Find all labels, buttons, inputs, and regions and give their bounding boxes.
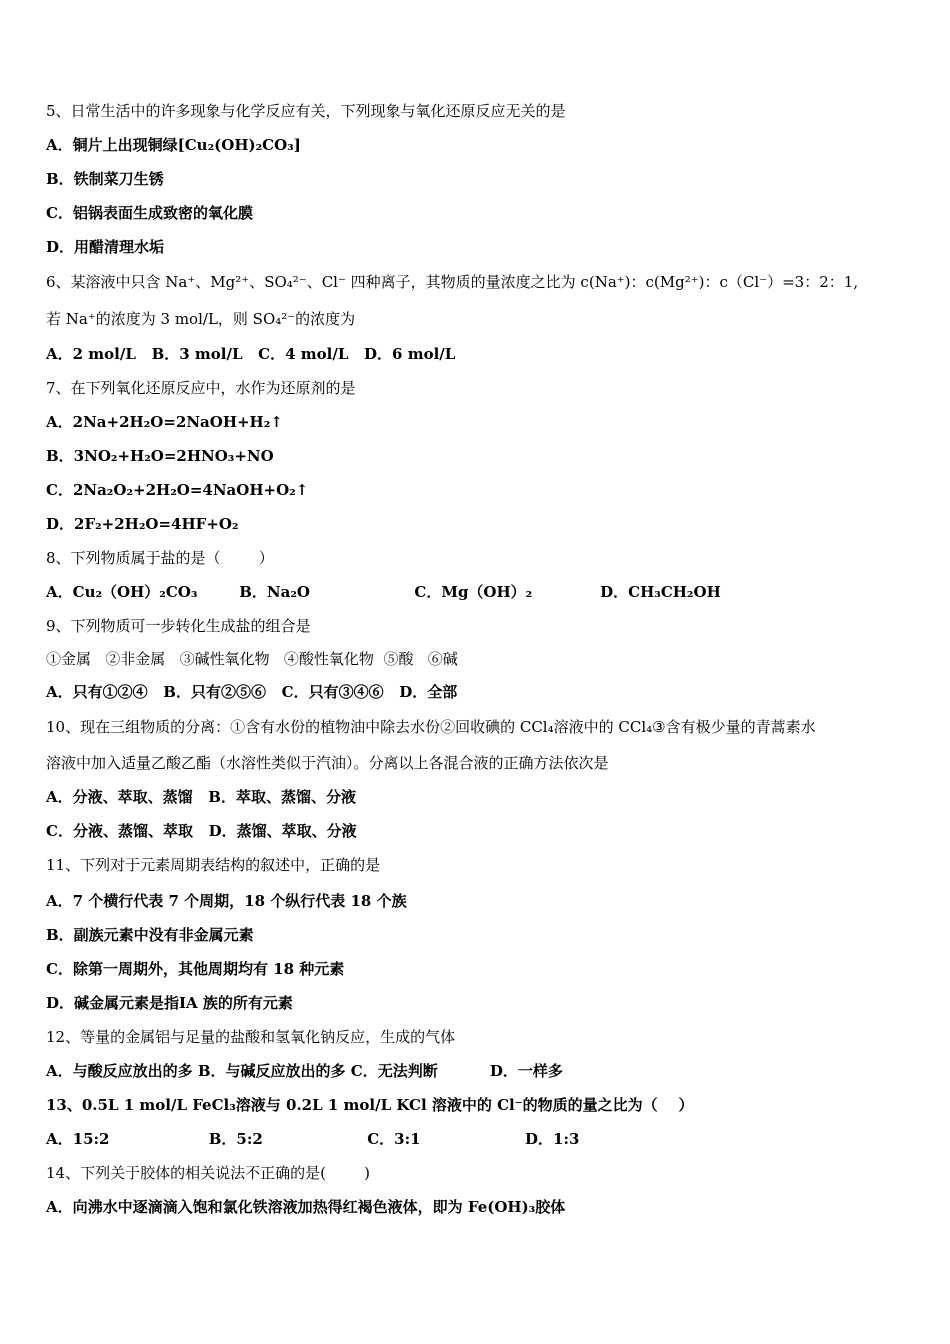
answer-option: A．分液、萃取、蒸馏 B．萃取、蒸馏、分液: [46, 788, 356, 806]
answer-option: A．2Na+2H₂O=2NaOH+H₂↑: [46, 413, 283, 431]
answer-option: C．2Na₂O₂+2H₂O=4NaOH+O₂↑: [46, 481, 309, 499]
answer-option: A．15:2 B．5:2 C．3:1 D．1:3: [46, 1130, 580, 1148]
question-text: ①金属 ②非金属 ③碱性氧化物 ④酸性氧化物 ⑤酸 ⑥碱: [46, 650, 458, 668]
answer-option: C．除第一周期外，其他周期均有 18 种元素: [46, 960, 345, 978]
answer-option: A．向沸水中逐滴滴入饱和氯化铁溶液加热得红褐色液体，即为 Fe(OH)₃胶体: [46, 1198, 566, 1216]
question-text: 溶液中加入适量乙酸乙酯（水溶性类似于汽油）。分离以上各混合液的正确方法依次是: [46, 754, 609, 772]
question-text: 14、下列关于胶体的相关说法不正确的是( ): [46, 1164, 370, 1182]
answer-option: D．碱金属元素是指ⅠA 族的所有元素: [46, 994, 293, 1012]
question-text: 12、等量的金属铝与足量的盐酸和氢氧化钠反应，生成的气体: [46, 1028, 456, 1046]
question-text: 10、现在三组物质的分离：①含有水份的植物油中除去水份②回收碘的 CCl₄溶液中的 CCl₄③含有极少量的青蒿素水: [46, 718, 816, 736]
answer-option: D．2F₂+2H₂O=4HF+O₂: [46, 515, 239, 533]
question-text: 8、下列物质属于盐的是（ ）: [46, 549, 274, 567]
question-text: 7、在下列氧化还原反应中，水作为还原剂的是: [46, 379, 356, 397]
answer-option: A．7 个横行代表 7 个周期，18 个纵行代表 18 个族: [46, 892, 407, 910]
answer-option: B．3NO₂+H₂O=2HNO₃+NO: [46, 447, 274, 465]
answer-option: C．铝锅表面生成致密的氧化膜: [46, 204, 253, 222]
answer-option: C．分液、蒸馏、萃取 D．蒸馏、萃取、分液: [46, 822, 357, 840]
answer-option: A．2 mol/L B．3 mol/L C．4 mol/L D．6 mol/L: [46, 345, 456, 363]
question-text: 11、下列对于元素周期表结构的叙述中，正确的是: [46, 856, 381, 874]
question-text: 若 Na⁺的浓度为 3 mol/L，则 SO₄²⁻的浓度为: [46, 310, 356, 328]
question-text: 6、某溶液中只含 Na⁺、Mg²⁺、SO₄²⁻、Cl⁻ 四种离子，其物质的量浓度之比为 c(Na⁺)：c(Mg²⁺)：c（Cl⁻）=3：2：1,: [46, 273, 859, 291]
answer-option: A．铜片上出现铜绿[Cu₂(OH)₂CO₃]: [46, 136, 301, 154]
answer-option: B．铁制菜刀生锈: [46, 170, 164, 188]
answer-option: B．副族元素中没有非金属元素: [46, 926, 254, 944]
question-text: 9、下列物质可一步转化生成盐的组合是: [46, 617, 311, 635]
answer-option: A．与酸反应放出的多 B．与碱反应放出的多 C．无法判断 D．一样多: [46, 1062, 563, 1080]
answer-option: 13、0.5L 1 mol/L FeCl₃溶液与 0.2L 1 mol/L KCl 溶液中的 Cl⁻的物质的量之比为（ ）: [46, 1096, 694, 1114]
question-text: 5、日常生活中的许多现象与化学反应有关，下列现象与氧化还原反应无关的是: [46, 102, 566, 120]
answer-option: A．Cu₂（OH）₂CO₃ B．Na₂O C．Mg（OH）₂ D．CH₃CH₂OH: [46, 583, 721, 601]
answer-option: D．用醋清理水垢: [46, 238, 165, 256]
answer-option: A．只有①②④ B．只有②⑤⑥ C．只有③④⑥ D．全部: [46, 683, 458, 701]
